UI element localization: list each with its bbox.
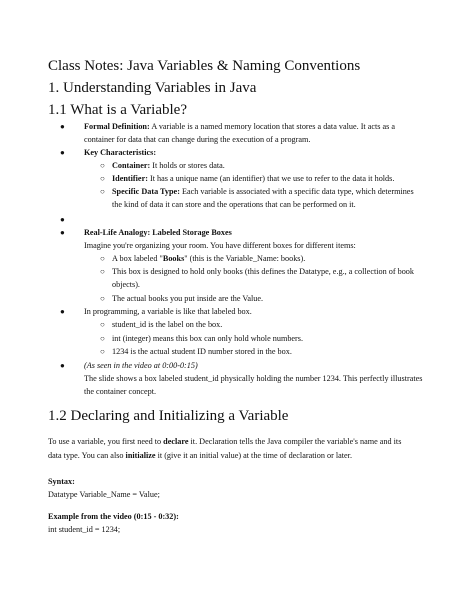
bullet-circle: ○	[100, 347, 105, 356]
characteristic-identifier	[112, 173, 394, 184]
programming-item-a: student_id is the label on the box.	[112, 320, 223, 329]
formal-definition-label: Formal Definition:	[84, 122, 150, 131]
example-text: int student_id = 1234;	[48, 525, 121, 534]
bullet-circle: ○	[100, 320, 105, 329]
specific-data-type-label: Specific Data Type:	[112, 187, 180, 196]
analogy-box-b: This box is designed to hold only books (this defines the Datatype, e.g., a collection of book	[112, 267, 414, 276]
analogy-box-a	[112, 253, 305, 264]
analogy-label: Real-Life Analogy: Labeled Storage Boxes	[84, 228, 232, 237]
characteristic-container	[112, 160, 225, 171]
section-heading-1: 1. Understanding Variables in Java	[48, 80, 257, 96]
formal-definition	[84, 121, 395, 132]
analogy-intro: Imagine you're organizing your room. You have different boxes for different items:	[84, 241, 356, 250]
bullet-disc: ●	[60, 361, 65, 370]
bullet-circle: ○	[100, 187, 105, 196]
decl-2-post: it (give it an initial value) at the time of declaration or later.	[155, 451, 352, 460]
decl-1-post: it. Declaration tells the Java compiler the variable's name and its	[188, 437, 402, 446]
decl-2-pre: data type. You can also	[48, 451, 126, 460]
decl-2-bold: initialize	[125, 451, 156, 460]
analogy-box-c: The actual books you put inside are the Value.	[112, 294, 264, 303]
bullet-circle: ○	[100, 267, 105, 276]
decl-1-pre: To use a variable, you first need to	[48, 437, 164, 446]
decl-1-bold: declare	[163, 437, 189, 446]
characteristic-data-type	[112, 186, 414, 197]
bullet-circle: ○	[100, 294, 105, 303]
bullet-disc: ●	[60, 215, 65, 224]
video-description: The slide shows a box labeled student_id physically holding the number 1234. This perfectly illustrates	[84, 374, 423, 383]
formal-definition-text: A variable is a named memory location that stores a data value. It acts as a	[149, 122, 396, 131]
characteristic-data-type-cont: the kind of data it can store and the operations that can be performed on it.	[112, 200, 356, 209]
formal-definition-cont: container for data that can change during the execution of a program.	[84, 135, 311, 144]
identifier-label: Identifier:	[112, 174, 148, 183]
programming-intro: In programming, a variable is like that labeled box.	[84, 307, 252, 316]
bullet-disc: ●	[60, 122, 65, 131]
bullet-disc: ●	[60, 228, 65, 237]
key-characteristics-label: Key Characteristics:	[84, 148, 157, 157]
syntax-label: Syntax:	[48, 477, 75, 486]
box-a-bold: Books	[162, 254, 185, 263]
video-note: (As seen in the video at 0:00-0:15)	[84, 361, 198, 370]
programming-item-b: int (integer) means this box can only hold whole numbers.	[112, 334, 304, 343]
example-label: Example from the video (0:15 - 0:32):	[48, 512, 179, 521]
container-label: Container:	[112, 161, 151, 170]
bullet-circle: ○	[100, 174, 105, 183]
declaration-paragraph-cont	[48, 450, 352, 461]
bullet-disc: ●	[60, 148, 65, 157]
subsection-heading-1-2: 1.2 Declaring and Initializing a Variable	[48, 408, 289, 424]
box-a-pre: A box labeled "	[112, 254, 163, 263]
bullet-circle: ○	[100, 334, 105, 343]
declaration-paragraph	[48, 436, 401, 447]
identifier-text: It has a unique name (an identifier) that we use to refer to the data it holds.	[147, 174, 395, 183]
bullet-circle: ○	[100, 161, 105, 170]
container-text: It holds or stores data.	[150, 161, 225, 170]
video-description-cont: the container concept.	[84, 387, 157, 396]
subsection-heading-1-1: 1.1 What is a Variable?	[48, 102, 187, 118]
box-a-post: " (this is the Variable_Name: books).	[184, 254, 306, 263]
analogy-box-b-cont: objects).	[112, 280, 140, 289]
programming-item-c: 1234 is the actual student ID number stored in the box.	[112, 347, 292, 356]
specific-data-type-text: Each variable is associated with a specific data type, which determines	[179, 187, 414, 196]
bullet-circle: ○	[100, 254, 105, 263]
page-title: Class Notes: Java Variables & Naming Conventions	[48, 58, 361, 74]
syntax-text: Datatype Variable_Name = Value;	[48, 490, 160, 499]
bullet-disc: ●	[60, 307, 65, 316]
